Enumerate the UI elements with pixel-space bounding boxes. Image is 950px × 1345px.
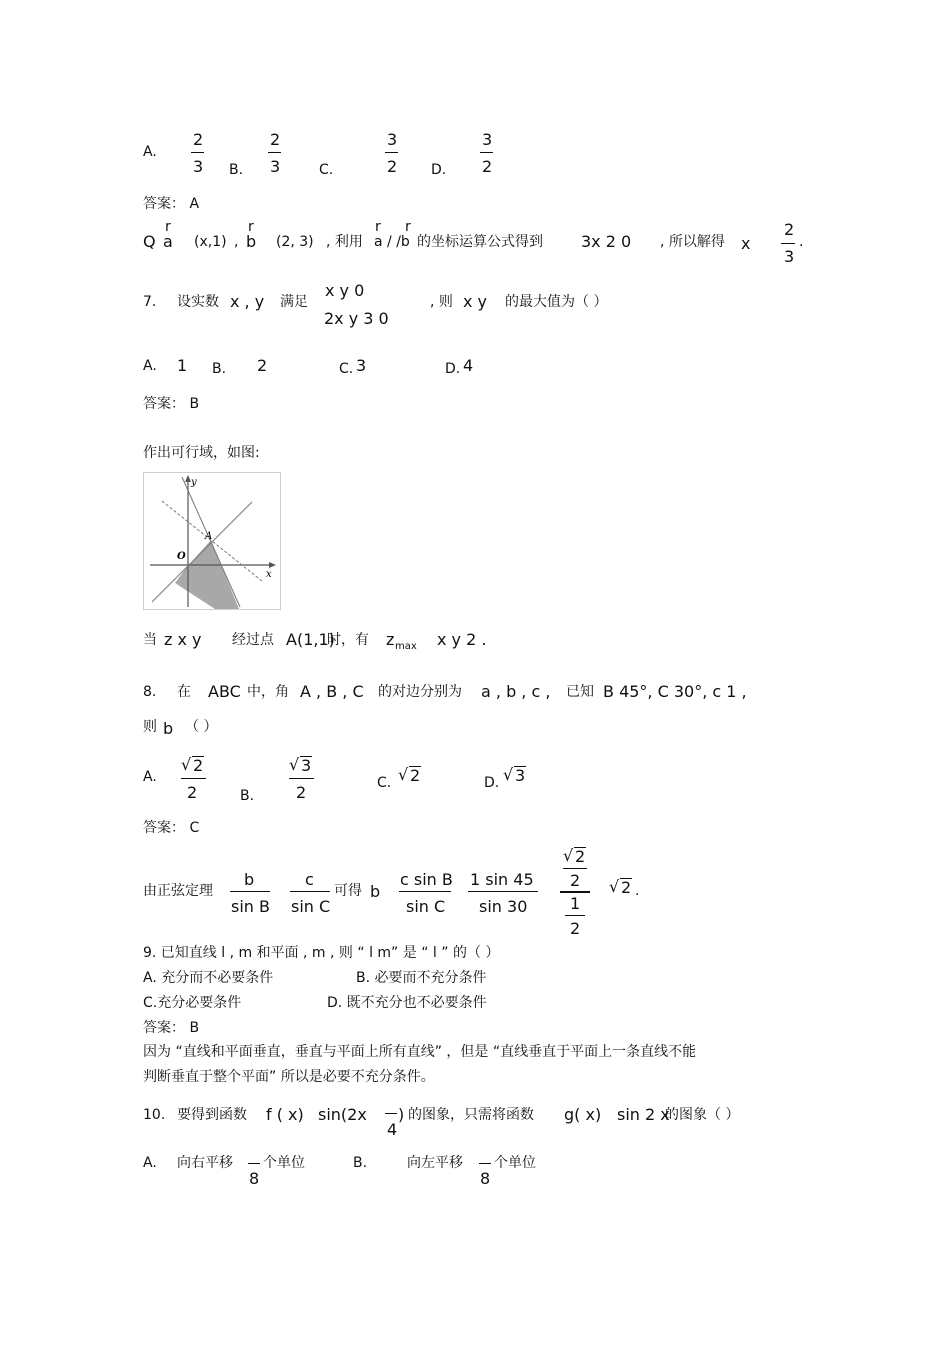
q8-option-b-radicand: 3 bbox=[301, 756, 312, 775]
q9-explanation-line-2: 判断垂直于整个平面” 所以是必要不充分条件。 bbox=[143, 1069, 435, 1085]
q7-option-b-value: 2 bbox=[257, 356, 268, 375]
q8-option-c-sqrt-sign: √ bbox=[398, 765, 409, 784]
q8-exp-f2-denominator: sin C bbox=[291, 897, 331, 916]
q7-constraint-2: 2x y 3 0 bbox=[324, 309, 389, 328]
q10-option-b-denominator: 8 bbox=[480, 1169, 491, 1188]
q7-option-b-label: B. bbox=[212, 361, 227, 377]
q6-vector-a-coords: (x,1) bbox=[194, 234, 227, 250]
q10-option-a-fraction-bar bbox=[248, 1163, 260, 1164]
q9-option-b: B. 必要而不充分条件 bbox=[356, 970, 487, 986]
q7-exp-when: 当 bbox=[143, 632, 157, 648]
q9-answer: 答案： B bbox=[143, 1020, 200, 1036]
q6-vector-arrow-a2: r bbox=[375, 219, 381, 235]
q8-exp-f3-bar bbox=[399, 891, 451, 892]
q10-option-b-label: B. bbox=[353, 1155, 368, 1171]
q10-option-a-text-2: 个单位 bbox=[263, 1155, 305, 1171]
q8-exp-b: b bbox=[370, 882, 381, 901]
q10-close-paren: ) bbox=[398, 1105, 405, 1124]
q6-option-c-fraction-bar bbox=[385, 152, 398, 153]
q8-option-c-label: C. bbox=[377, 775, 392, 791]
q7-exp-zmax-z: z bbox=[386, 630, 395, 649]
q10-stem-2: 的图象，只需将函数 bbox=[408, 1107, 534, 1123]
q8-exp-f3-numerator: c sin B bbox=[400, 870, 453, 889]
q6-vector-b: b bbox=[246, 232, 257, 251]
q8-option-d-radicand: 3 bbox=[515, 766, 526, 785]
q7-exp-point: A(1,1) bbox=[286, 630, 335, 649]
q10-option-a-denominator: 8 bbox=[249, 1169, 260, 1188]
q8-stem-opposite-sides: 的对边分别为 bbox=[378, 684, 462, 700]
q6-period: . bbox=[799, 234, 804, 250]
q8-option-a-denominator: 2 bbox=[187, 783, 198, 802]
q8-answer: 答案： C bbox=[143, 820, 200, 836]
q10-fx: f ( x) bbox=[266, 1105, 304, 1124]
q6-option-a-numerator: 2 bbox=[193, 130, 204, 149]
q8-exp-f5-main-bar bbox=[560, 891, 590, 893]
q10-pi-over-4-bar bbox=[385, 1113, 397, 1114]
q8-option-a-fraction-bar bbox=[181, 778, 206, 779]
feasible-region-svg bbox=[144, 473, 280, 609]
q8-exp-f3-denominator: sin C bbox=[406, 897, 446, 916]
q8-option-a-label: A. bbox=[143, 769, 157, 785]
q8-exp-yields: 可得 bbox=[334, 883, 362, 899]
q7-exp-then: 时，有 bbox=[327, 632, 369, 648]
q6-option-b-numerator: 2 bbox=[270, 130, 281, 149]
fig-origin-label: O bbox=[177, 551, 186, 562]
q8-exp-f5-lower-numerator: 1 bbox=[570, 894, 581, 913]
q6-option-c-numerator: 3 bbox=[387, 130, 398, 149]
q6-answer: 答案： A bbox=[143, 196, 200, 212]
q7-figure-intro: 作出可行域，如图: bbox=[143, 445, 260, 461]
q8-exp-f5-inner-bar-1 bbox=[563, 868, 587, 869]
q6-option-d-label: D. bbox=[431, 162, 447, 178]
q7-option-a-value: 1 bbox=[177, 356, 188, 375]
q6-coordinate-formula-text: 的坐标运算公式得到 bbox=[417, 234, 543, 250]
q6-option-a-denominator: 3 bbox=[193, 157, 204, 176]
q8-sides: a , b , c , bbox=[481, 682, 551, 701]
q7-option-c-label: C. bbox=[339, 361, 354, 377]
q8-option-c-radicand: 2 bbox=[410, 766, 421, 785]
q7-exp-zmax-subscript: max bbox=[395, 641, 417, 652]
q8-option-a-sqrt-sign: √ bbox=[181, 755, 192, 774]
q7-stem: 设实数 bbox=[177, 294, 219, 310]
q6-vector-a: a bbox=[163, 232, 173, 251]
q6-vector-arrow-a: r bbox=[165, 219, 171, 235]
q7-variables: x , y bbox=[230, 292, 265, 311]
q10-option-a-label: A. bbox=[143, 1155, 157, 1171]
q10-option-b-text-2: 个单位 bbox=[494, 1155, 536, 1171]
fig-point-a-label: A bbox=[205, 531, 213, 542]
q8-exp-f2-numerator: c bbox=[305, 870, 314, 889]
q10-pi-over-4-denominator: 4 bbox=[387, 1120, 398, 1139]
q8-option-d-sqrt-sign: √ bbox=[503, 765, 514, 784]
q8-exp-f4-denominator: sin 30 bbox=[479, 897, 528, 916]
q10-stem-1: 要得到函数 bbox=[177, 1107, 247, 1123]
q6-option-b-denominator: 3 bbox=[270, 157, 281, 176]
q8-number: 8. bbox=[143, 684, 157, 700]
q8-option-b-sqrt-sign: √ bbox=[289, 755, 300, 774]
q8-exp-f5-inner-bar-2 bbox=[565, 915, 585, 916]
q6-x-var: x bbox=[741, 234, 751, 253]
q7-exp-z-expression: z x y bbox=[164, 630, 202, 649]
q7-exp-through-point: 经过点 bbox=[232, 632, 274, 648]
q8-exp-f1-numerator: b bbox=[244, 870, 255, 889]
q7-then: , 则 bbox=[430, 294, 453, 310]
q7-objective: x y bbox=[463, 292, 488, 311]
q9-option-c: C.充分必要条件 bbox=[143, 995, 242, 1011]
q7-satisfy: 满足 bbox=[280, 294, 308, 310]
q6-because-symbol: Q bbox=[143, 232, 156, 251]
q8-angles: A , B , C bbox=[300, 682, 364, 701]
q6-parallel-expression: a / /b bbox=[374, 234, 410, 250]
q8-exp-f1-bar bbox=[230, 891, 270, 892]
q9-explanation-line-1: 因为 “直线和平面垂直，垂直与平面上所有直线” ，但是 “直线垂直于平面上一条直线不能 bbox=[143, 1044, 697, 1060]
q8-exp-period: . bbox=[635, 883, 640, 899]
q8-given-conditions: B 45°, C 30°, c 1 , bbox=[603, 682, 747, 701]
q6-result-denominator: 3 bbox=[784, 247, 795, 266]
q6-option-c-label: C. bbox=[319, 162, 334, 178]
q9-stem: 9. 已知直线 l , m 和平面 , m , 则 “ l m” 是 “ l ” 的（ ） bbox=[143, 945, 500, 961]
q6-option-b-label: B. bbox=[229, 162, 244, 178]
q8-stem-given: 已知 bbox=[566, 684, 594, 700]
q8-exp-f5-inner-denominator: 2 bbox=[570, 871, 581, 890]
q10-sin2x: sin 2 x bbox=[617, 1105, 670, 1124]
q6-option-b-fraction-bar bbox=[268, 152, 281, 153]
q6-vector-arrow-b: r bbox=[248, 219, 254, 235]
q8-exp-f1-denominator: sin B bbox=[231, 897, 270, 916]
q6-equation: 3x 2 0 bbox=[581, 232, 632, 251]
feasible-region-figure bbox=[143, 472, 281, 610]
q7-answer: 答案： B bbox=[143, 396, 200, 412]
q8-option-b-denominator: 2 bbox=[296, 783, 307, 802]
fig-y-label: y bbox=[191, 477, 197, 488]
q8-stem-angle: 中，角 bbox=[247, 684, 289, 700]
x-axis-arrow-icon bbox=[269, 562, 276, 568]
q10-number: 10. bbox=[143, 1107, 166, 1123]
q6-result-fraction-bar bbox=[781, 243, 795, 244]
q8-option-d-label: D. bbox=[484, 775, 500, 791]
q8-b: b bbox=[163, 719, 174, 738]
q6-vector-b-coords: (2, 3) bbox=[276, 234, 314, 250]
q9-option-d: D. 既不充分也不必要条件 bbox=[327, 995, 487, 1011]
q8-paren: （ ） bbox=[185, 719, 218, 735]
q6-option-c-denominator: 2 bbox=[387, 157, 398, 176]
q8-exp-f2-bar bbox=[290, 891, 330, 892]
q6-vector-arrow-b2: r bbox=[405, 219, 411, 235]
q8-exp-f5-radicand: 2 bbox=[575, 847, 586, 866]
q6-option-d-denominator: 2 bbox=[482, 157, 493, 176]
q7-number: 7. bbox=[143, 294, 157, 310]
q10-option-b-fraction-bar bbox=[479, 1163, 491, 1164]
q6-option-d-numerator: 3 bbox=[482, 130, 493, 149]
q8-stem-in: 在 bbox=[177, 684, 191, 700]
q8-exp-result-radicand: 2 bbox=[621, 878, 632, 897]
q7-option-d-value: 4 bbox=[463, 356, 474, 375]
q7-option-d-label: D. bbox=[445, 361, 461, 377]
q8-stem-then: 则 bbox=[143, 719, 157, 735]
q9-option-a: A. 充分而不必要条件 bbox=[143, 970, 274, 986]
q8-option-b-label: B. bbox=[240, 788, 255, 804]
q8-option-a-radicand: 2 bbox=[193, 756, 204, 775]
q7-option-a-label: A. bbox=[143, 358, 157, 374]
q6-option-a-fraction-bar bbox=[191, 152, 204, 153]
q6-comma: , bbox=[234, 234, 239, 250]
q8-exp-result-sqrt-sign: √ bbox=[609, 877, 620, 896]
q8-exp-f4-bar bbox=[468, 891, 538, 892]
q8-triangle-abc: ABC bbox=[208, 682, 241, 701]
q8-option-b-fraction-bar bbox=[289, 778, 314, 779]
q6-solve-text: , 所以解得 bbox=[660, 234, 725, 250]
fig-x-label: x bbox=[266, 569, 272, 580]
q7-question-tail: 的最大值为（ ） bbox=[505, 294, 608, 310]
q6-result-numerator: 2 bbox=[784, 220, 795, 239]
q10-option-b-text-1: 向左平移 bbox=[407, 1155, 463, 1171]
q10-sin-expression: sin(2x bbox=[318, 1105, 367, 1124]
q10-gx: g( x) bbox=[564, 1105, 602, 1124]
q8-exp-f4-numerator: 1 sin 45 bbox=[470, 870, 534, 889]
q8-exp-f5-lower-denominator: 2 bbox=[570, 919, 581, 938]
q6-option-d-fraction-bar bbox=[480, 152, 493, 153]
q7-exp-max-value: x y 2 . bbox=[437, 630, 487, 649]
q6-option-a-label: A. bbox=[143, 144, 157, 160]
q10-stem-3: 的图象（ ） bbox=[665, 1107, 740, 1123]
q7-constraint-1: x y 0 bbox=[325, 281, 365, 300]
q8-exp-f5-sqrt-sign: √ bbox=[563, 846, 574, 865]
q7-option-c-value: 3 bbox=[356, 356, 367, 375]
q8-exp-sine-rule: 由正弦定理 bbox=[143, 883, 213, 899]
q6-using: , 利用 bbox=[326, 234, 363, 250]
q10-option-a-text-1: 向右平移 bbox=[177, 1155, 233, 1171]
